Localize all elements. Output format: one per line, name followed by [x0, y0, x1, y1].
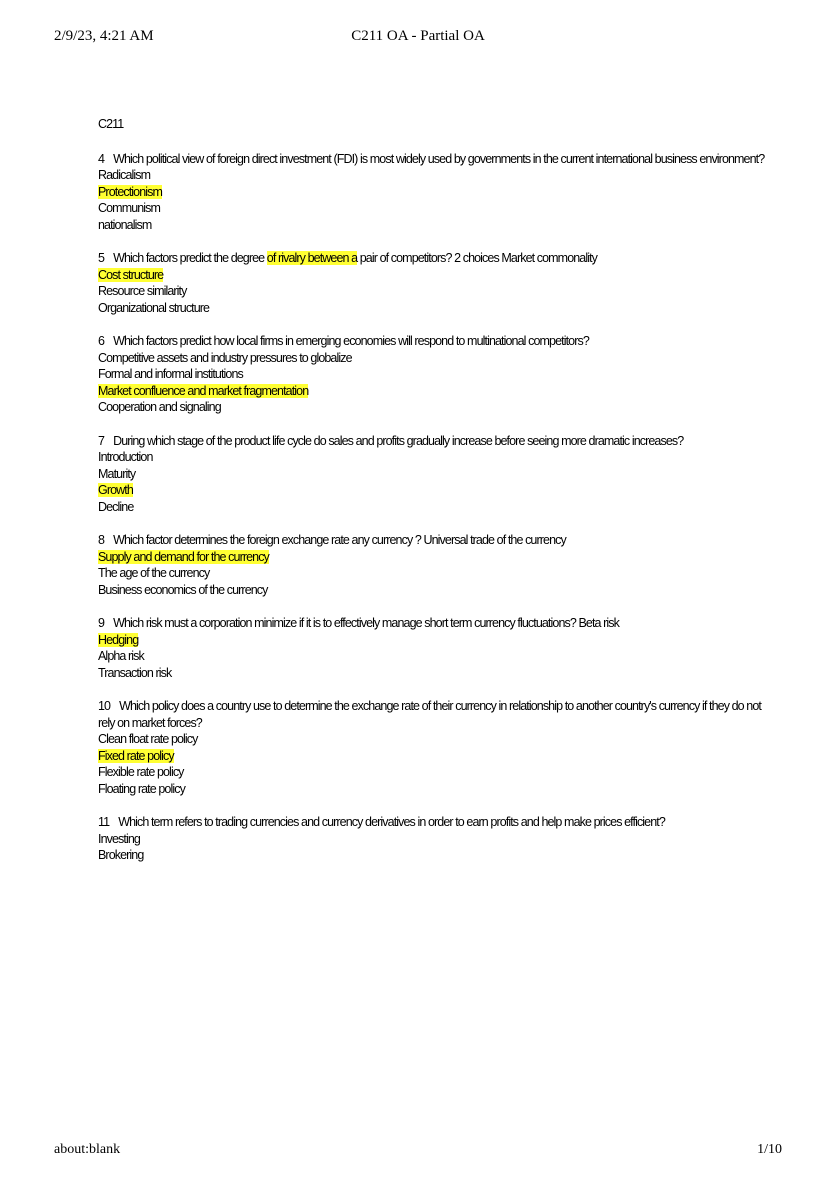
print-footer — [54, 1142, 782, 1164]
answer-option: Alpha risk — [98, 649, 144, 663]
answer-option: Resource similarity — [98, 284, 187, 298]
answer-option-correct: Supply and demand for the currency — [98, 549, 269, 564]
question-text: 8 Which factor determines the foreign exchange rate any currency ? Universal trade of the currency — [98, 533, 566, 547]
course-code: C211 — [98, 117, 124, 131]
answer-option-correct: Market confluence and market fragmentation — [98, 383, 309, 398]
question-9 — [98, 615, 778, 681]
question-text: 4 Which political view of foreign direct investment (FDI) is most widely used by governments in the current international business environment? — [98, 151, 765, 166]
answer-option: nationalism — [98, 217, 152, 232]
question-text: 10 Which policy does a country use to determine the exchange rate of their currency in relationship to another country's currency if they do not rely on market forces? — [98, 699, 761, 730]
question-8 — [98, 532, 778, 598]
print-document-title: C211 OA - Partial OA — [351, 28, 485, 44]
answer-option: Flexible rate policy — [98, 765, 184, 779]
answer-option: Clean float rate policy — [98, 732, 198, 746]
print-header — [54, 28, 782, 50]
answer-option: Floating rate policy — [98, 781, 185, 796]
answer-option: Competitive assets and industry pressures to globalize — [98, 350, 352, 365]
answer-option: Brokering — [98, 848, 144, 862]
answer-option: Investing — [98, 831, 140, 846]
answer-option: Business economics of the currency — [98, 582, 268, 597]
question-5 — [98, 250, 778, 316]
answer-option-correct: Growth — [98, 483, 133, 497]
answer-option-correct: Protectionism — [98, 184, 163, 199]
answer-option: Introduction — [98, 450, 153, 464]
question-text: 9 Which risk must a corporation minimize if it is to effectively manage short term currency fluctuations? Beta risk — [98, 616, 619, 630]
answer-option: Cooperation and signaling — [98, 400, 221, 414]
question-11 — [98, 814, 778, 864]
answer-option: The age of the currency — [98, 566, 210, 580]
print-datetime: 2/9/23, 4:21 AM — [54, 28, 154, 44]
question-text: 5 Which factors predict the degree of rivalry between a pair of competitors? 2 choices Market commonality — [98, 251, 598, 265]
question-4 — [98, 151, 778, 234]
page-number: 1/10 — [757, 1142, 782, 1157]
question-text: 6 Which factors predict how local firms in emerging economies will respond to multinational competitors? — [98, 334, 589, 348]
highlighted-phrase: of rivalry between a — [266, 251, 358, 265]
print-url: about:blank — [54, 1142, 121, 1157]
document-body — [98, 116, 778, 881]
answer-option: Maturity — [98, 466, 136, 481]
question-text: 11 Which term refers to trading currencies and currency derivatives in order to earn profits and help make prices efficient? — [98, 815, 665, 829]
answer-option: Decline — [98, 499, 134, 514]
answer-option: Transaction risk — [98, 665, 172, 680]
question-6 — [98, 333, 778, 416]
answer-option-correct: Hedging — [98, 632, 139, 647]
question-10 — [98, 698, 778, 797]
question-7 — [98, 433, 778, 516]
answer-option: Communism — [98, 201, 161, 215]
answer-option-correct: Cost structure — [98, 267, 164, 282]
answer-option: Formal and informal institutions — [98, 367, 243, 381]
answer-option: Radicalism — [98, 168, 151, 182]
answer-option: Organizational structure — [98, 300, 210, 315]
answer-option-correct: Fixed rate policy — [98, 748, 174, 763]
question-text: 7 During which stage of the product life cycle do sales and profits gradually increase before seeing more dramatic increases? — [98, 433, 684, 448]
